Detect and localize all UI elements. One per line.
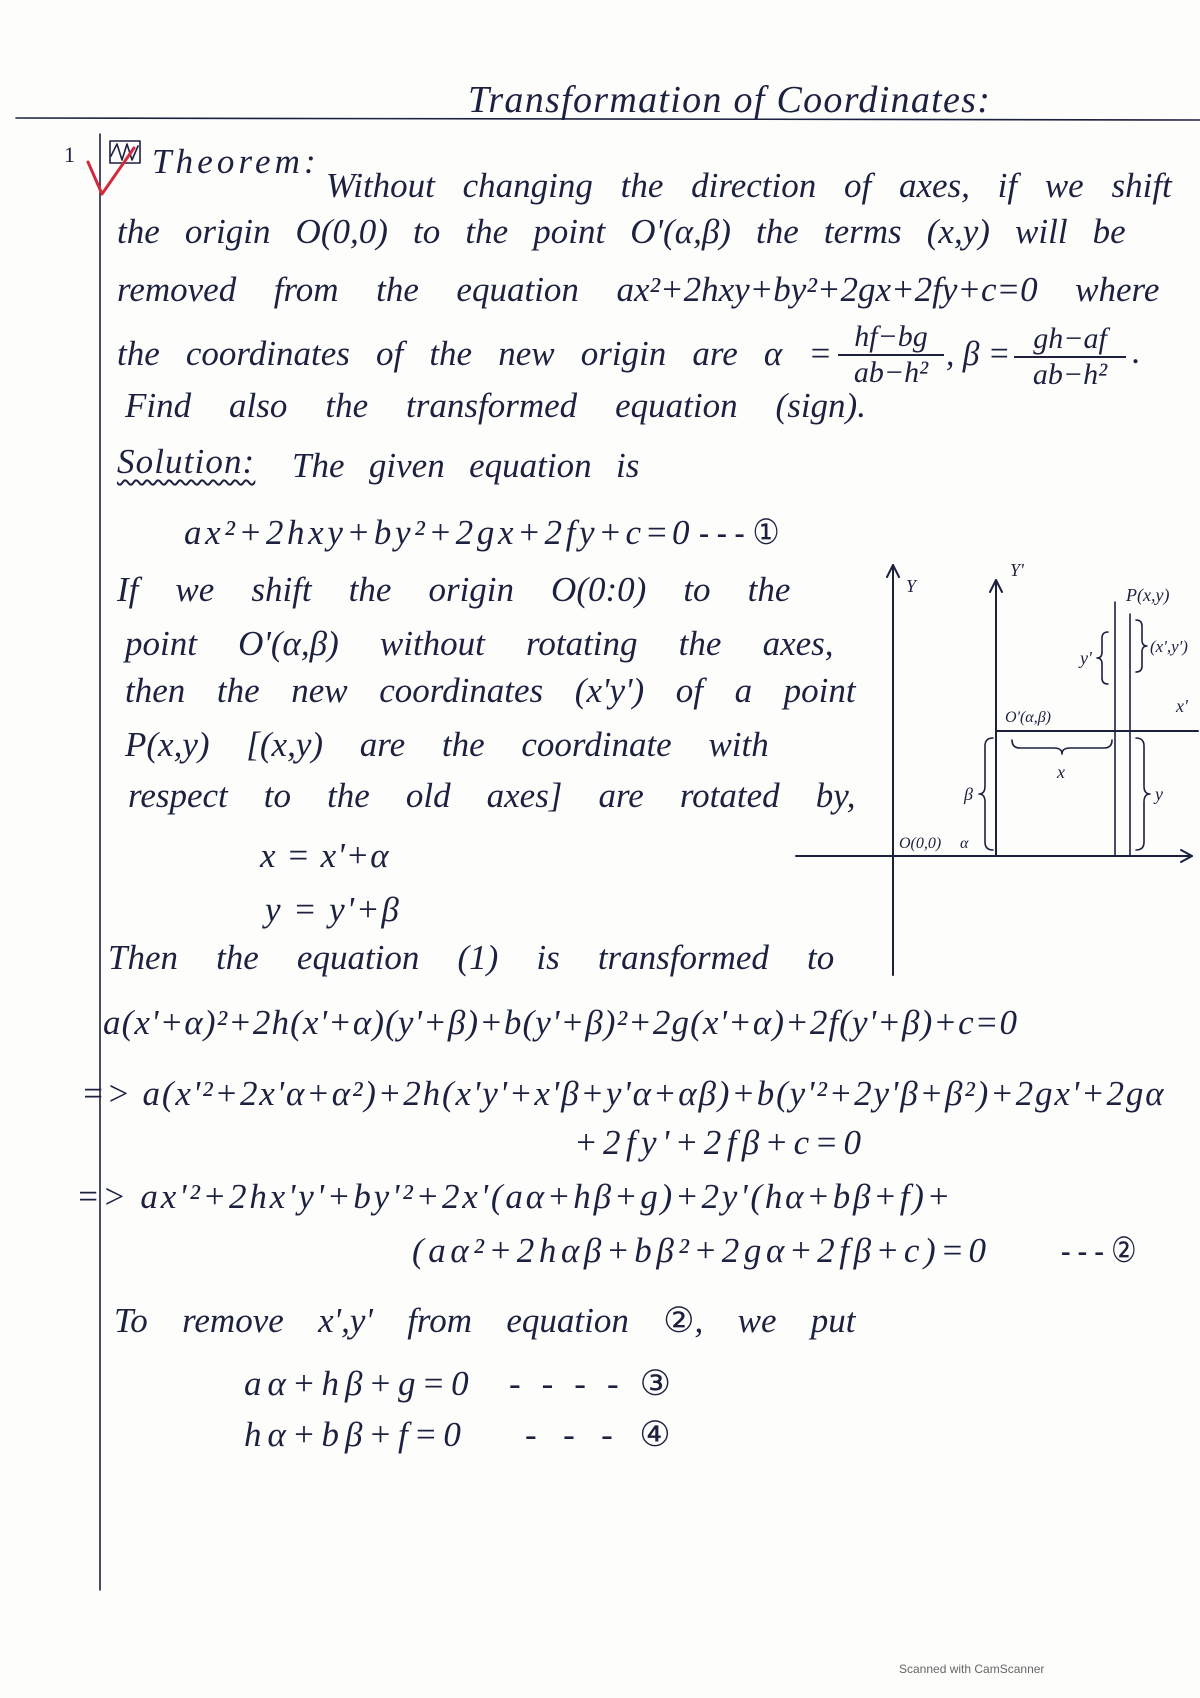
y-distance-brace — [1136, 738, 1150, 850]
step-2b: +2fy'+2fβ+c=0 — [574, 1123, 867, 1162]
x-distance-brace — [1012, 740, 1112, 754]
line-4-period: . — [1132, 332, 1141, 371]
paragraph-text-5: respect to the old axes] are rotated by, — [128, 776, 856, 815]
paragraph-line-4 — [125, 725, 769, 765]
old-origin-label: O(0,0) — [899, 835, 942, 852]
step-3b: (aα²+2hαβ+bβ²+2gα+2fβ+c)=0 — [412, 1231, 991, 1270]
new-x-axis-label: x' — [1176, 696, 1188, 716]
equation-1-line — [184, 513, 693, 553]
equation-3-tag: - - - - ③ — [509, 1364, 671, 1403]
step-3b-line — [412, 1231, 991, 1271]
equation-2-tag-line — [1061, 1231, 1137, 1271]
x-distance-label: x — [1057, 762, 1065, 782]
solution-label-line — [117, 442, 255, 482]
paragraph-text-3: then the new coordinates (x'y') of a point — [125, 671, 856, 710]
solution-intro-line — [292, 446, 639, 486]
alpha-label: α — [960, 835, 969, 852]
step-1-line — [103, 1003, 1018, 1043]
old-y-axis-label: Y — [906, 576, 917, 596]
new-origin-label: O'(α,β) — [1005, 709, 1051, 726]
step-2-line — [81, 1074, 1165, 1114]
theorem-line-4 — [117, 334, 832, 374]
theorem-label-line — [152, 142, 320, 182]
alpha-fraction — [838, 320, 944, 390]
y-new-brace — [1097, 632, 1108, 684]
new-y-axis-label: Y' — [1010, 560, 1024, 580]
solution-intro: The given equation is — [292, 446, 640, 485]
substitution-y: y = y'+β — [265, 890, 401, 929]
beta-denominator: ab−h² — [1032, 358, 1108, 391]
equation-1: ax²+2hxy+by²+2gx+2fy+c=0 — [184, 513, 694, 552]
item-number: 1 — [64, 142, 75, 167]
y-new-label: y' — [1080, 648, 1092, 668]
beta-fraction — [1014, 322, 1126, 392]
theorem-line-1 — [326, 166, 1172, 206]
equation-4-line — [244, 1415, 482, 1455]
theorem-text-3: removed from the equation ax²+2hxy+by²+2gx+2fy+c=0 where — [117, 270, 1160, 309]
coordinate-diagram — [796, 560, 1198, 975]
theorem-label: Theorem: — [152, 142, 320, 181]
step-3-line — [76, 1177, 953, 1217]
equation-3-tag-line — [509, 1364, 671, 1404]
remove-terms-text: To remove x',y' from equation ②, we put — [114, 1301, 856, 1340]
equation-4-tag-line — [525, 1415, 671, 1455]
step-2: => a(x'²+2x'α+α²)+2h(x'y'+x'β+y'α+αβ)+b(y'²+2y'β+β²)+2gx'+2gα — [81, 1074, 1166, 1113]
substitution-x-line — [260, 836, 390, 876]
beta-numerator: gh−af — [1014, 322, 1126, 358]
title-line — [468, 78, 991, 122]
step-1: a(x'+α)²+2h(x'+α)(y'+β)+b(y'+β)²+2g(x'+α)+2f(y'+β)+c=0 — [103, 1003, 1019, 1042]
step-2b-line — [574, 1123, 866, 1163]
equation-3: aα+hβ+g=0 — [244, 1364, 475, 1403]
theorem-text-5: Find also the transformed equation (sign). — [125, 386, 866, 425]
theorem-text-2: the origin O(0,0) to the point O'(α,β) the terms (x,y) will be — [117, 212, 1126, 251]
equation-4: hα+bβ+f=0 — [244, 1415, 467, 1454]
step-3: => ax'²+2hx'y'+by'²+2x'(aα+hβ+g)+2y'(hα+bβ+f)+ — [76, 1177, 954, 1216]
point-label: P(x,y) — [1126, 585, 1170, 605]
equation-4-tag: - - - ④ — [525, 1415, 671, 1454]
scanner-watermark: Scanned with CamScanner — [899, 1662, 1045, 1676]
remove-terms-line — [114, 1301, 856, 1341]
beta-equals: , β = — [946, 334, 1011, 373]
alpha-denominator: ab−h² — [853, 356, 929, 389]
equation-3-line — [244, 1364, 487, 1404]
paragraph-text-1: If we shift the origin O(0:0) to the — [117, 570, 791, 609]
y-distance-label: y — [1155, 784, 1163, 804]
paragraph-line-2 — [125, 624, 834, 664]
paragraph-line-1 — [117, 570, 790, 610]
theorem-text-4: the coordinates of the new origin are α = — [117, 334, 832, 373]
beta-equals-line — [946, 334, 1010, 374]
substitution-x: x = x'+α — [260, 836, 390, 875]
page-title: Transformation of Coordinates: — [468, 79, 992, 121]
point-new-brace — [1136, 620, 1147, 672]
alpha-numerator: hf−bg — [838, 320, 944, 356]
paragraph-line-5 — [128, 776, 856, 816]
beta-label: β — [964, 784, 973, 804]
line-4-end — [1132, 332, 1146, 372]
equation-1-tag: - - - ① — [699, 513, 780, 552]
solution-label: Solution: — [117, 442, 256, 481]
theorem-line-2 — [117, 212, 1126, 252]
theorem-text-1: Without changing the direction of axes, if we shift — [326, 166, 1172, 205]
theorem-line-3 — [117, 270, 1159, 310]
beta-brace — [979, 738, 993, 850]
equation-2-tag: - - - ② — [1061, 1231, 1137, 1270]
transform-intro-line — [108, 938, 834, 978]
paragraph-line-3 — [125, 671, 856, 711]
paragraph-text-2: point O'(α,β) without rotating the axes, — [125, 624, 834, 663]
equation-1-tag-line — [699, 513, 780, 553]
paragraph-text-4: P(x,y) [(x,y) are the coordinate with — [125, 725, 769, 764]
theorem-line-5 — [125, 386, 866, 426]
point-new-label: (x',y') — [1150, 637, 1188, 656]
transform-intro: Then the equation (1) is transformed to — [108, 938, 835, 977]
substitution-y-line — [265, 890, 401, 930]
